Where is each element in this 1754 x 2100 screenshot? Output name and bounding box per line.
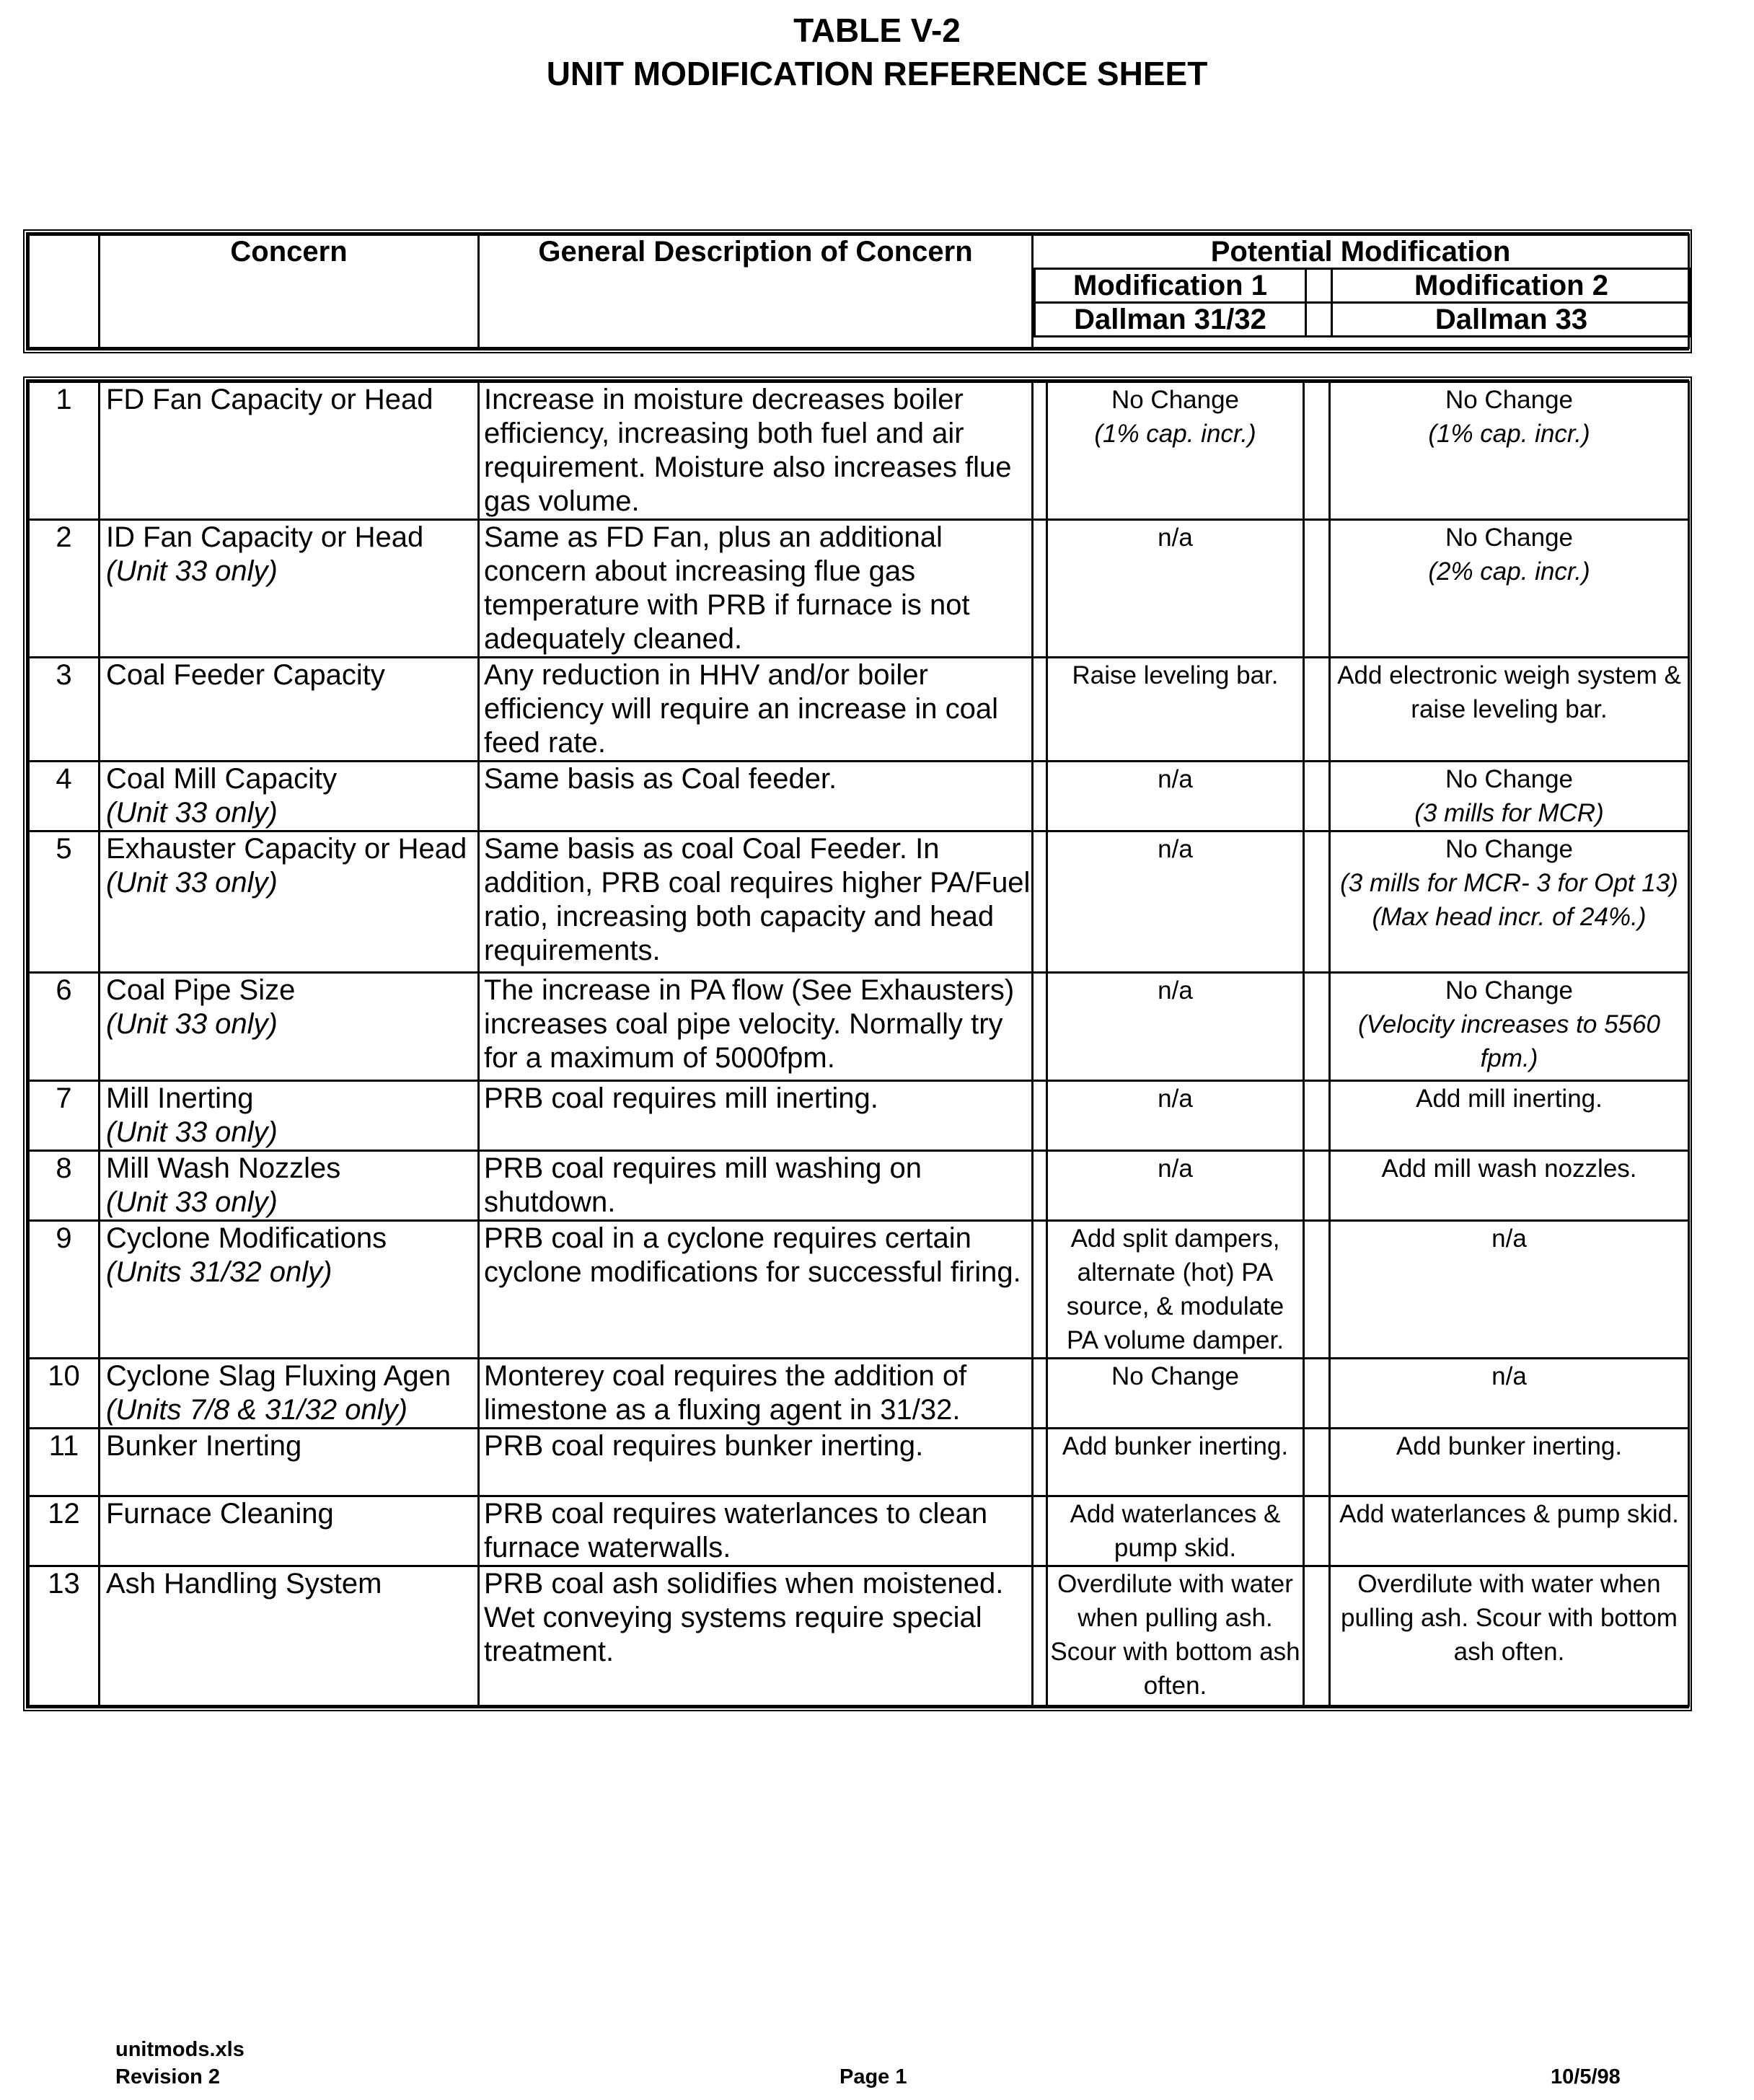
row-mod1-note: (1% cap. incr.) — [1094, 420, 1256, 448]
table-title: TABLE V-2 — [793, 12, 961, 49]
header-potential-modification: Potential Modification Modification 1 Modification 2 Dallman 31/32 Dallman 33 — [1033, 235, 1689, 348]
table-row — [29, 1496, 1689, 1566]
row-mod2: n/a — [1330, 1359, 1689, 1429]
row-concern-note: (Unit 33 only) — [106, 1116, 278, 1148]
table-header — [23, 229, 1692, 353]
row-concern: Ash Handling System — [100, 1566, 479, 1706]
row-description: PRB coal requires mill inerting. — [479, 1081, 1033, 1151]
table-row — [29, 1081, 1689, 1151]
row-description: Increase in moisture decreases boiler efficiency, increasing both fuel and air requirement. Moisture also increases flue gas volume. — [479, 382, 1033, 520]
row-description: PRB coal requires waterlances to clean furnace waterwalls. — [479, 1496, 1033, 1566]
row-number: 7 — [29, 1081, 100, 1151]
row-mod1: n/a — [1047, 1151, 1304, 1221]
row-mod2-note: (3 mills for MCR) — [1414, 799, 1604, 827]
row-description: Same as FD Fan, plus an additional concern about increasing flue gas temperature with PRB if furnace is not adequately cleaned. — [479, 520, 1033, 658]
row-number: 3 — [29, 658, 100, 762]
row-mod2: Overdilute with water when pulling ash. Scour with bottom ash often. — [1330, 1566, 1689, 1706]
row-mod2-note: (3 mills for MCR- 3 for Opt 13) (Max head incr. of 24%.) — [1340, 869, 1678, 931]
row-number: 12 — [29, 1496, 100, 1566]
row-mod2: Add mill inerting. — [1330, 1081, 1689, 1151]
footer-date: 10/5/98 — [1551, 2065, 1621, 2088]
row-number: 1 — [29, 382, 100, 520]
row-number: 8 — [29, 1151, 100, 1221]
row-mod2-note: (Velocity increases to 5560 fpm.) — [1358, 1010, 1660, 1072]
row-concern: ID Fan Capacity or Head (Unit 33 only) — [100, 520, 479, 658]
header-mod2-label: Modification 2 — [1332, 269, 1691, 303]
row-description: The increase in PA flow (See Exhausters) increases coal pipe velocity. Normally try for a maximum of 5000fpm. — [479, 973, 1033, 1081]
footer-filename: unitmods.xls — [115, 2038, 244, 2061]
table-row — [29, 520, 1689, 658]
row-description: PRB coal in a cyclone requires certain cyclone modifications for successful firing. — [479, 1221, 1033, 1359]
row-number: 2 — [29, 520, 100, 658]
table-row — [29, 1359, 1689, 1429]
footer-revision: Revision 2 — [115, 2065, 221, 2088]
row-concern: Coal Pipe Size (Unit 33 only) — [100, 973, 479, 1081]
row-number: 11 — [29, 1429, 100, 1496]
header-concern: Concern — [100, 235, 479, 348]
table-body — [23, 376, 1692, 1711]
row-concern: FD Fan Capacity or Head — [100, 382, 479, 520]
row-mod2: n/a — [1330, 1221, 1689, 1359]
row-concern: Mill Inerting (Unit 33 only) — [100, 1081, 479, 1151]
row-number: 9 — [29, 1221, 100, 1359]
row-concern-note: (Unit 33 only) — [106, 867, 278, 899]
row-mod2-note: (1% cap. incr.) — [1428, 420, 1590, 448]
table-row — [29, 1151, 1689, 1221]
row-concern-note: (Unit 33 only) — [106, 555, 278, 587]
row-number: 10 — [29, 1359, 100, 1429]
table-row — [29, 1566, 1689, 1706]
row-concern: Mill Wash Nozzles (Unit 33 only) — [100, 1151, 479, 1221]
row-mod2: No Change (1% cap. incr.) — [1330, 382, 1689, 520]
row-concern: Coal Feeder Capacity — [100, 658, 479, 762]
row-description: PRB coal requires mill washing on shutdown. — [479, 1151, 1033, 1221]
row-mod1: n/a — [1047, 973, 1304, 1081]
row-mod2: No Change (2% cap. incr.) — [1330, 520, 1689, 658]
table-row — [29, 831, 1689, 973]
row-mod1: Add bunker inerting. — [1047, 1429, 1304, 1496]
row-mod2: No Change (Velocity increases to 5560 fpm.) — [1330, 973, 1689, 1081]
row-mod1: Raise leveling bar. — [1047, 658, 1304, 762]
row-concern-note: (Unit 33 only) — [106, 1186, 278, 1218]
row-description: PRB coal requires bunker inerting. — [479, 1429, 1033, 1496]
row-concern: Coal Mill Capacity (Unit 33 only) — [100, 762, 479, 831]
table-subtitle: UNIT MODIFICATION REFERENCE SHEET — [546, 55, 1208, 92]
row-mod2: No Change (3 mills for MCR- 3 for Opt 13) (Max head incr. of 24%.) — [1330, 831, 1689, 973]
table-row — [29, 658, 1689, 762]
row-mod2: Add bunker inerting. — [1330, 1429, 1689, 1496]
row-mod1: n/a — [1047, 520, 1304, 658]
row-number: 5 — [29, 831, 100, 973]
header-number — [29, 235, 100, 348]
row-description: Same basis as coal Coal Feeder. In addition, PRB coal requires higher PA/Fuel ratio, increasing both capacity and head requirements. — [479, 831, 1033, 973]
row-number: 13 — [29, 1566, 100, 1706]
row-concern-note: (Units 31/32 only) — [106, 1256, 332, 1288]
row-mod2: Add electronic weigh system & raise leveling bar. — [1330, 658, 1689, 762]
row-description: PRB coal ash solidifies when moistened. Wet conveying systems require special treatment. — [479, 1566, 1033, 1706]
row-number: 4 — [29, 762, 100, 831]
row-mod2: No Change (3 mills for MCR) — [1330, 762, 1689, 831]
row-description: Same basis as Coal feeder. — [479, 762, 1033, 831]
row-mod1: n/a — [1047, 1081, 1304, 1151]
header-mod1-label: Modification 1 — [1035, 269, 1306, 303]
table-row — [29, 382, 1689, 520]
table-row — [29, 1221, 1689, 1359]
row-mod1: Overdilute with water when pulling ash. Scour with bottom ash often. — [1047, 1566, 1304, 1706]
row-mod1: No Change — [1047, 1359, 1304, 1429]
row-concern-note: (Unit 33 only) — [106, 797, 278, 829]
row-mod1: Add split dampers, alternate (hot) PA source, & modulate PA volume damper. — [1047, 1221, 1304, 1359]
row-mod1: Add waterlances & pump skid. — [1047, 1496, 1304, 1566]
row-mod1: n/a — [1047, 762, 1304, 831]
footer-page-number: Page 1 — [839, 2065, 907, 2088]
row-mod2: Add mill wash nozzles. — [1330, 1151, 1689, 1221]
row-concern: Bunker Inerting — [100, 1429, 479, 1496]
row-description: Monterey coal requires the addition of limestone as a fluxing agent in 31/32. — [479, 1359, 1033, 1429]
header-mod2-unit: Dallman 33 — [1332, 303, 1691, 337]
table-row — [29, 973, 1689, 1081]
header-mod1-unit: Dallman 31/32 — [1035, 303, 1306, 337]
row-concern-note: (Unit 33 only) — [106, 1008, 278, 1040]
table-row — [29, 1429, 1689, 1496]
row-mod2-note: (2% cap. incr.) — [1428, 557, 1590, 586]
row-concern: Cyclone Slag Fluxing Agen (Units 7/8 & 31/32 only) — [100, 1359, 479, 1429]
row-concern: Furnace Cleaning — [100, 1496, 479, 1566]
row-concern: Exhauster Capacity or Head (Unit 33 only) — [100, 831, 479, 973]
row-number: 6 — [29, 973, 100, 1081]
row-concern-note: (Units 7/8 & 31/32 only) — [106, 1394, 407, 1426]
table-row — [29, 762, 1689, 831]
header-description: General Description of Concern — [479, 235, 1033, 348]
row-mod1: n/a — [1047, 831, 1304, 973]
row-concern: Cyclone Modifications (Units 31/32 only) — [100, 1221, 479, 1359]
row-mod1: No Change (1% cap. incr.) — [1047, 382, 1304, 520]
row-description: Any reduction in HHV and/or boiler efficiency will require an increase in coal feed rate. — [479, 658, 1033, 762]
row-mod2: Add waterlances & pump skid. — [1330, 1496, 1689, 1566]
